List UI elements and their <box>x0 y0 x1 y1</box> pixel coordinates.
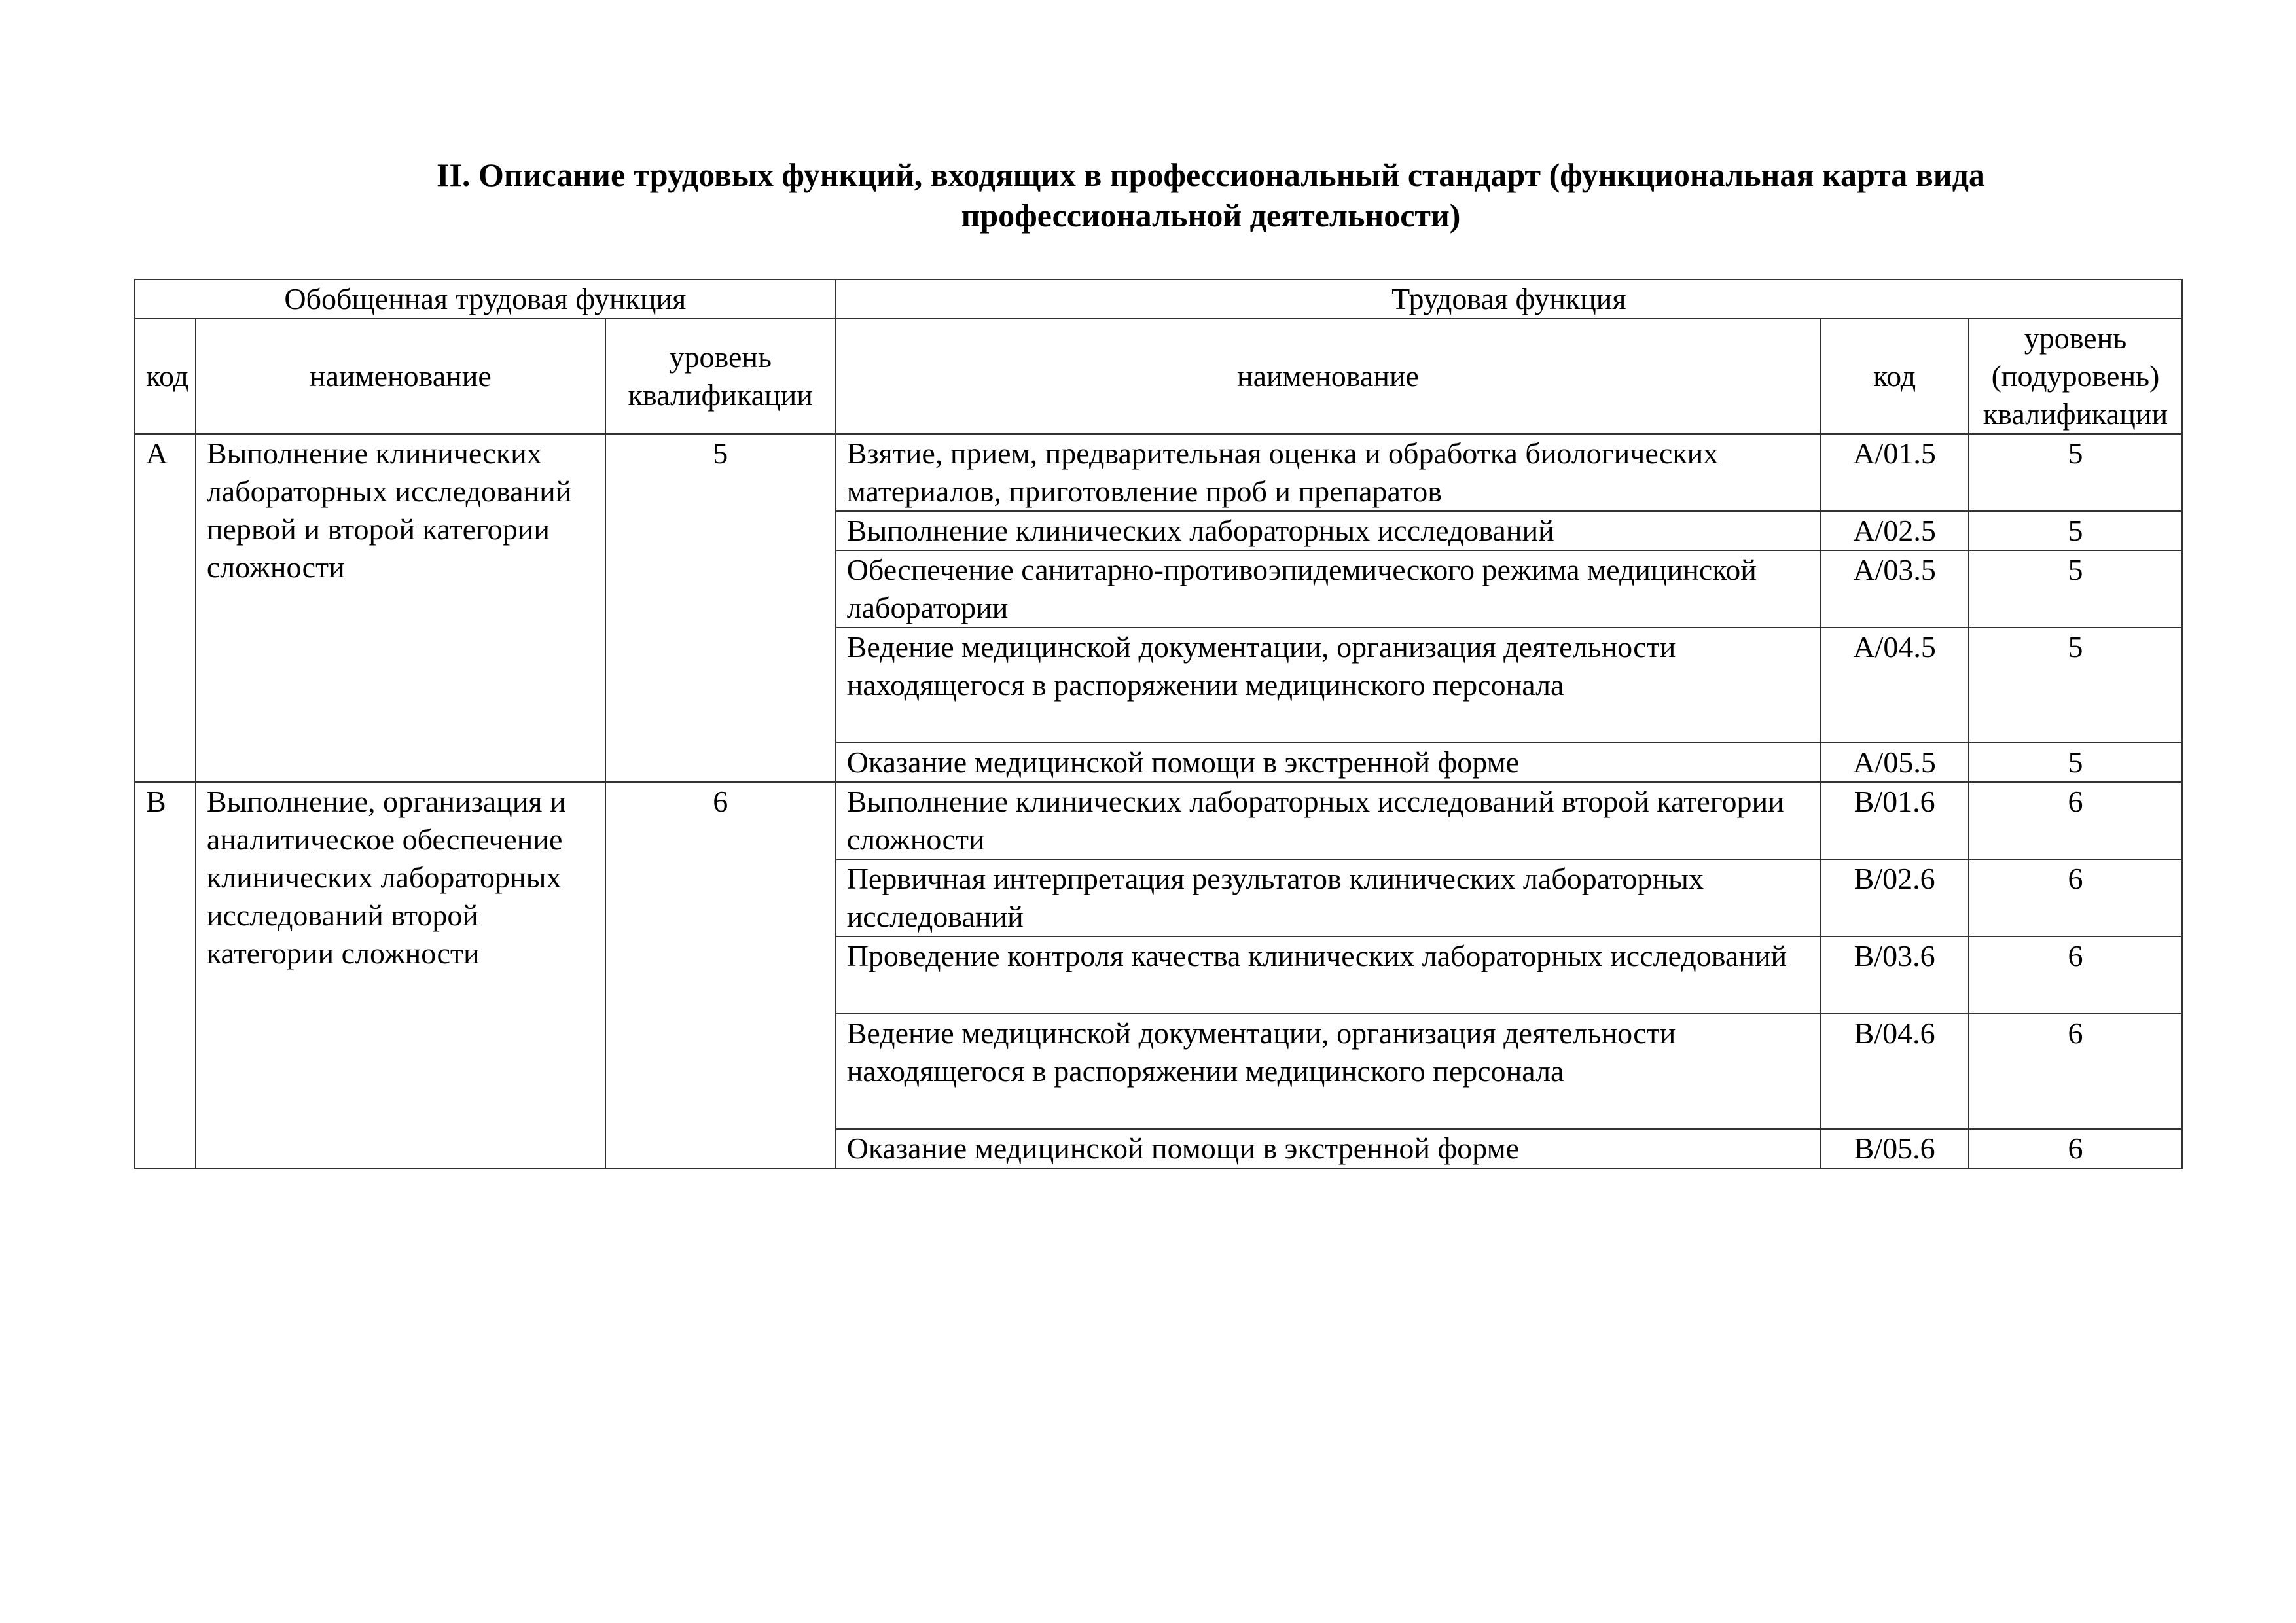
fn-level-cell: 5 <box>1969 434 2182 511</box>
col-header-gen-level: уровень квалификации <box>605 319 836 434</box>
fn-name-cell: Ведение медицинской документации, организация деятельности находящегося в распоряжении медицинского персонала <box>836 1014 1821 1129</box>
gen-code-cell: В <box>135 782 196 1168</box>
page-title-line1: II. Описание трудовых функций, входящих в профессиональный стандарт (функциональная карта вида <box>437 156 1985 193</box>
page-title <box>131 154 2291 236</box>
fn-level-cell: 6 <box>1969 1129 2182 1168</box>
fn-code-cell: B/04.6 <box>1820 1014 1969 1129</box>
gen-level-cell: 5 <box>605 434 836 782</box>
col-header-fn-level: уровень (подуровень) квалификации <box>1969 319 2182 434</box>
col-header-fn-name: наименование <box>836 319 1821 434</box>
functional-map-table <box>134 279 2183 1169</box>
fn-name-cell: Обеспечение санитарно-противоэпидемического режима медицинской лаборатории <box>836 550 1821 628</box>
fn-name-cell: Проведение контроля качества клинических лабораторных исследований <box>836 936 1821 1014</box>
gen-name-cell: Выполнение, организация и аналитическое обеспечение клинических лабораторных исследований второй категории сложности <box>196 782 605 1168</box>
fn-name-cell: Взятие, прием, предварительная оценка и обработка биологических материалов, приготовление проб и препаратов <box>836 434 1821 511</box>
fn-name-cell: Оказание медицинской помощи в экстренной форме <box>836 743 1821 782</box>
fn-code-cell: B/03.6 <box>1820 936 1969 1014</box>
page-title-line2: профессиональной деятельности) <box>961 197 1461 234</box>
fn-code-cell: B/02.6 <box>1820 859 1969 936</box>
fn-level-cell: 5 <box>1969 511 2182 550</box>
fn-name-cell: Выполнение клинических лабораторных исследований второй категории сложности <box>836 782 1821 859</box>
fn-code-cell: B/01.6 <box>1820 782 1969 859</box>
fn-level-cell: 6 <box>1969 782 2182 859</box>
gen-name-cell: Выполнение клинических лабораторных исследований первой и второй категории сложности <box>196 434 605 782</box>
fn-code-cell: A/01.5 <box>1820 434 1969 511</box>
table-row <box>135 434 2182 511</box>
header-labor-function: Трудовая функция <box>836 279 2182 319</box>
fn-code-cell: A/02.5 <box>1820 511 1969 550</box>
fn-level-cell: 6 <box>1969 859 2182 936</box>
col-header-gen-code: код <box>135 319 196 434</box>
fn-code-cell: A/04.5 <box>1820 628 1969 743</box>
fn-level-cell: 5 <box>1969 550 2182 628</box>
fn-name-cell: Оказание медицинской помощи в экстренной форме <box>836 1129 1821 1168</box>
fn-name-cell: Ведение медицинской документации, организация деятельности находящегося в распоряжении медицинского персонала <box>836 628 1821 743</box>
fn-level-cell: 5 <box>1969 743 2182 782</box>
header-generalized-function: Обобщенная трудовая функция <box>135 279 836 319</box>
gen-code-cell: А <box>135 434 196 782</box>
fn-level-cell: 6 <box>1969 936 2182 1014</box>
fn-code-cell: A/03.5 <box>1820 550 1969 628</box>
fn-name-cell: Первичная интерпретация результатов клинических лабораторных исследований <box>836 859 1821 936</box>
table-row <box>135 782 2182 859</box>
col-header-fn-code: код <box>1820 319 1969 434</box>
fn-level-cell: 6 <box>1969 1014 2182 1129</box>
fn-code-cell: A/05.5 <box>1820 743 1969 782</box>
fn-level-cell: 5 <box>1969 628 2182 743</box>
fn-name-cell: Выполнение клинических лабораторных исследований <box>836 511 1821 550</box>
col-header-gen-name: наименование <box>196 319 605 434</box>
gen-level-cell: 6 <box>605 782 836 1168</box>
fn-code-cell: B/05.6 <box>1820 1129 1969 1168</box>
